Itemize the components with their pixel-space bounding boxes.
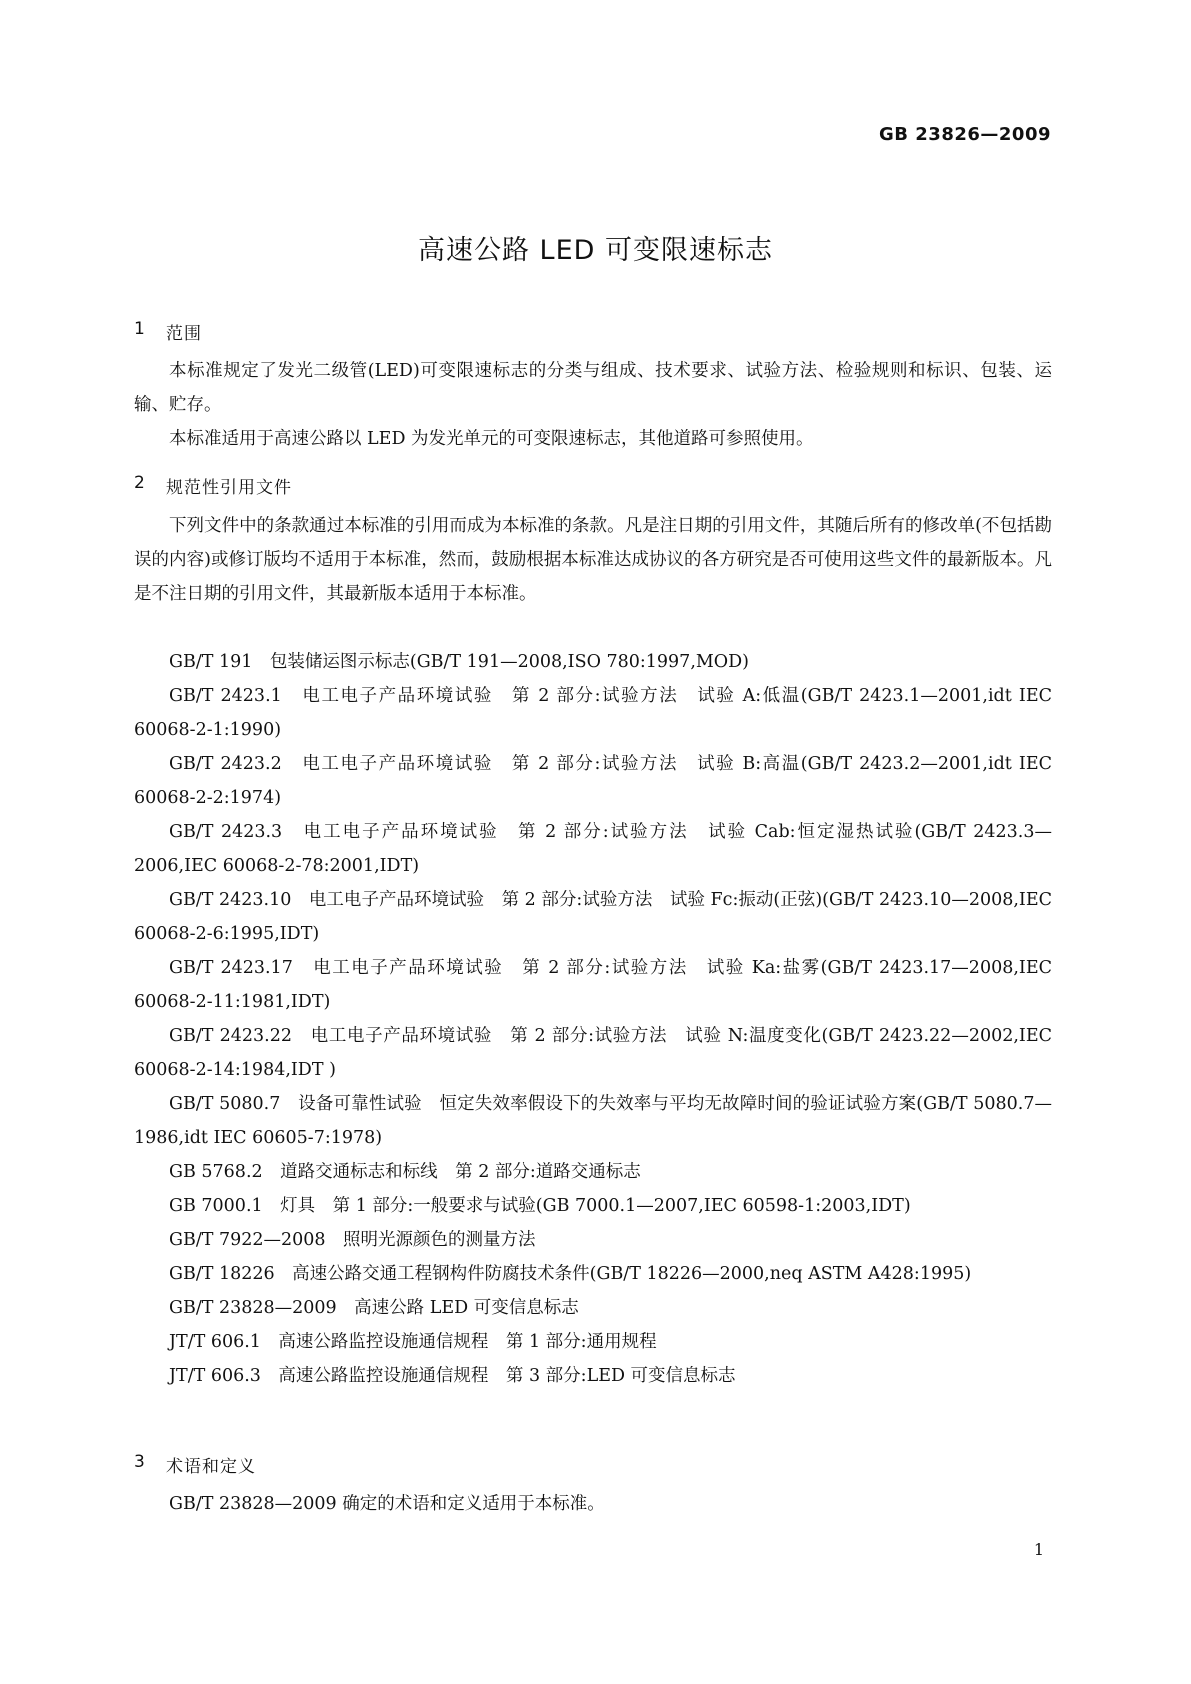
reference-item: GB/T 5080.7 设备可靠性试验 恒定失效率假设下的失效率与平均无故障时间的验证试验方案(GB/T 5080.7—1986,idt IEC 60605-7:1978) [134, 1094, 1052, 1148]
section-number: 3 [134, 1452, 145, 1472]
section-number: 1 [134, 319, 145, 339]
reference-item: GB/T 2423.2 电工电子产品环境试验 第 2 部分:试验方法 试验 B:高温(GB/T 2423.2—2001,idt IEC 60068-2-2:1974) [134, 754, 1052, 808]
section-title: 范围 [166, 324, 202, 344]
reference-item: GB 7000.1 灯具 第 1 部分:一般要求与试验(GB 7000.1—2007,IEC 60598-1:2003,IDT) [169, 1196, 911, 1216]
paragraph: 本标准规定了发光二级管(LED)可变限速标志的分类与组成、技术要求、试验方法、检验规则和标识、包装、运输、贮存。 [134, 361, 1052, 415]
normative-reference-list [134, 645, 1052, 1393]
section-title: 术语和定义 [166, 1457, 256, 1477]
section-title: 规范性引用文件 [166, 478, 292, 498]
section-3-heading [134, 1452, 256, 1477]
reference-item: JT/T 606.1 高速公路监控设施通信规程 第 1 部分:通用规程 [169, 1332, 657, 1352]
paragraph: 本标准适用于高速公路以 LED 为发光单元的可变限速标志，其他道路可参照使用。 [169, 429, 814, 449]
reference-item: GB/T 2423.3 电工电子产品环境试验 第 2 部分:试验方法 试验 Cab:恒定湿热试验(GB/T 2423.3—2006,IEC 60068-2-78:2001,IDT) [134, 822, 1052, 876]
reference-item: GB/T 2423.10 电工电子产品环境试验 第 2 部分:试验方法 试验 Fc:振动(正弦)(GB/T 2423.10—2008,IEC 60068-2-6:1995,IDT) [134, 890, 1052, 944]
page-number: 1 [1033, 1540, 1044, 1559]
paragraph: 下列文件中的条款通过本标准的引用而成为本标准的条款。凡是注日期的引用文件，其随后所有的修改单(不包括勘误的内容)或修订版均不适用于本标准，然而，鼓励根据本标准达成协议的各方研究是否可使用这些文件的最新版本。凡是不注日期的引用文件，其最新版本适用于本标准。 [134, 516, 1052, 604]
section-1-heading [134, 319, 202, 344]
reference-item: GB/T 2423.22 电工电子产品环境试验 第 2 部分:试验方法 试验 N:温度变化(GB/T 2423.22—2002,IEC 60068-2-14:1984,IDT ) [134, 1026, 1052, 1080]
document-title: 高速公路 LED 可变限速标志 [417, 235, 774, 266]
section-2-heading [134, 473, 292, 498]
section-number: 2 [134, 473, 145, 493]
reference-item: GB/T 23828—2009 高速公路 LED 可变信息标志 [169, 1298, 579, 1318]
reference-item: GB/T 191 包装储运图示标志(GB/T 191—2008,ISO 780:1997,MOD) [169, 652, 750, 672]
standard-number: GB 23826—2009 [879, 124, 1051, 145]
reference-item: GB 5768.2 道路交通标志和标线 第 2 部分:道路交通标志 [169, 1162, 641, 1182]
reference-item: GB/T 7922—2008 照明光源颜色的测量方法 [169, 1230, 536, 1250]
reference-item: GB/T 18226 高速公路交通工程钢构件防腐技术条件(GB/T 18226—2000,neq ASTM A428:1995) [169, 1264, 972, 1284]
paragraph: GB/T 23828—2009 确定的术语和定义适用于本标准。 [169, 1494, 605, 1514]
reference-item: JT/T 606.3 高速公路监控设施通信规程 第 3 部分:LED 可变信息标志 [169, 1366, 736, 1386]
reference-item: GB/T 2423.17 电工电子产品环境试验 第 2 部分:试验方法 试验 Ka:盐雾(GB/T 2423.17—2008,IEC 60068-2-11:1981,IDT) [134, 958, 1052, 1012]
reference-item: GB/T 2423.1 电工电子产品环境试验 第 2 部分:试验方法 试验 A:低温(GB/T 2423.1—2001,idt IEC 60068-2-1:1990) [134, 686, 1052, 740]
